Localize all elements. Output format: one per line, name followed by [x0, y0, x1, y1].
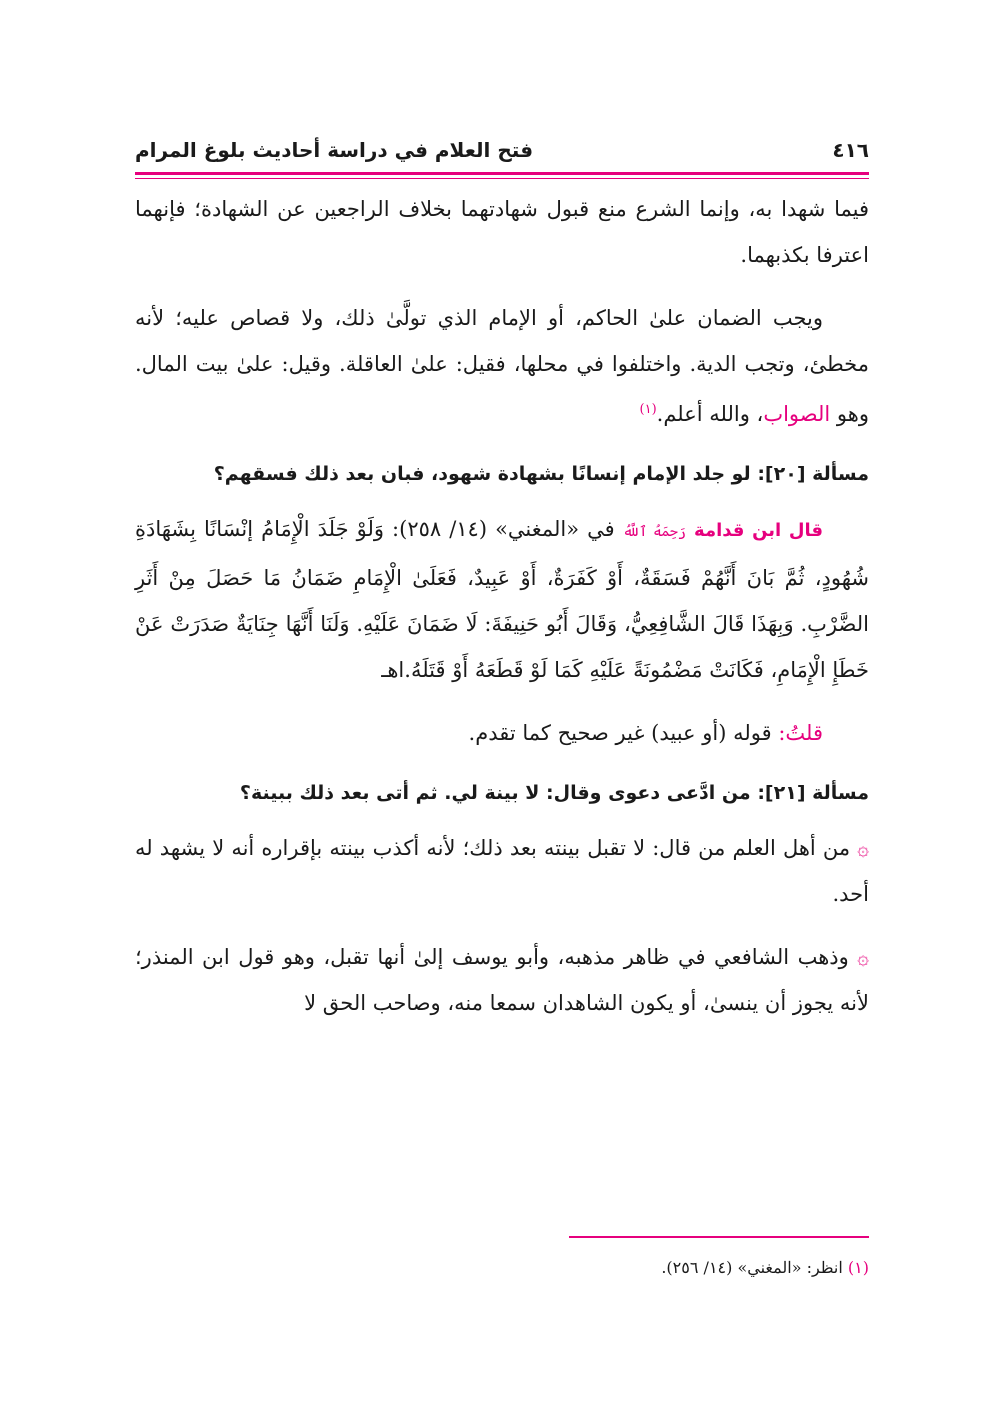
quote-text: في «المغني» (١٤/ ٢٥٨): وَلَوْ جَلَدَ الْإِمَامُ إنْسَانًا بِشَهَادَةِ شُهُودٍ، ثُمَّ بَانَ أَنَّهُمْ فَسَقَةٌ، أَوْ كَفَرَةٌ، أَوْ عَبِيدٌ، فَعَلَىٰ الْإِمَامِ ضَمَانُ مَا حَصَلَ مِنْ أَثَرِ الضَّرْبِ. وَبِهَذَا قَالَ الشَّافِعِيُّ، وَقَالَ أَبُو حَنِيفَةَ: لَا ضَمَانَ عَلَيْهِ. وَلَنَا أَنَّهَا جِنَايَةٌ صَدَرَتْ عَنْ خَطَإِ الْإِمَامِ، فَكَانَتْ مَضْمُونَةً عَلَيْهِ كَمَا لَوْ قَطَعَهُ أَوْ قَتَلَهُ.اهـ [135, 517, 869, 682]
header-rule-thick [135, 172, 869, 175]
bullet-text-2: وذهب الشافعي في ظاهر مذهبه، وأبو يوسف إلىٰ أنها تقبل، وهو قول ابن المنذر؛ لأنه يجوز أن ينسىٰ، أو يكون الشاهدان سمعا منه، وصاحب الحق لا [135, 945, 869, 1015]
paragraph-2-end: ، والله أعلم. [656, 402, 764, 426]
footnote-text: انظر: «المغني» (١٤/ ٢٥٦). [661, 1258, 843, 1277]
ibn-qudama-quote [135, 506, 869, 693]
bullet-item-1 [135, 825, 869, 917]
note-label: قلتُ: [778, 721, 823, 745]
footnote [135, 1256, 869, 1280]
issue-20-question: لو جلد الإمام إنسانًا بشهادة شهود، فبان بعد ذلك فسقهم؟ [213, 463, 751, 485]
issue-21-label: مسألة [٢١]: [757, 782, 869, 804]
paragraph-2-text: ويجب الضمان علىٰ الحاكم، أو الإمام الذي تولَّىٰ ذلك، ولا قصاص عليه؛ لأنه مخطئ، وتجب الدية. واختلفوا في محلها، فقيل: علىٰ العاقلة. وقيل: علىٰ بيت المال. وهو [135, 306, 869, 426]
note-text: قوله (أو عبيد) غير صحيح كما تقدم. [468, 721, 772, 745]
paragraph-2 [135, 295, 869, 437]
issue-21-heading [135, 773, 869, 813]
page-number: ٤١٦ [832, 138, 869, 162]
bullet-ornament-icon: ۞ [857, 945, 869, 969]
page-body [135, 186, 869, 1043]
footnote-marker[interactable]: (١) [639, 402, 657, 417]
quote-speaker: قال ابن قدامة [694, 520, 823, 541]
header-rule-thin [135, 178, 869, 179]
issue-20-heading [135, 454, 869, 494]
bullet-ornament-icon: ۞ [857, 836, 869, 860]
issue-20-label: مسألة [٢٠]: [757, 463, 869, 485]
note-paragraph [135, 710, 869, 756]
bullet-item-2 [135, 934, 869, 1026]
bullet-text-1: من أهل العلم من قال: لا تقبل بينته بعد ذلك؛ لأنه أكذب بينته بإقراره أنه لا يشهد له أحد. [135, 836, 869, 906]
running-header [135, 130, 869, 170]
paragraph-1: فيما شهدا به، وإنما الشرع منع قبول شهادتهما بخلاف الراجعين عن الشهادة؛ فإنهما اعترفا بكذبهما. [135, 197, 869, 267]
honorific: رَحِمَهُ ٱللَّهُ [622, 524, 686, 540]
highlight-word: الصواب [763, 402, 831, 426]
footnote-rule [569, 1236, 869, 1238]
book-title: فتح العلام في دراسة أحاديث بلوغ المرام [135, 138, 534, 162]
issue-21-question: من ادَّعى دعوى وقال: لا بينة لي. ثم أتى بعد ذلك ببينة؟ [239, 782, 751, 804]
footnote-number: (١) [847, 1258, 869, 1277]
